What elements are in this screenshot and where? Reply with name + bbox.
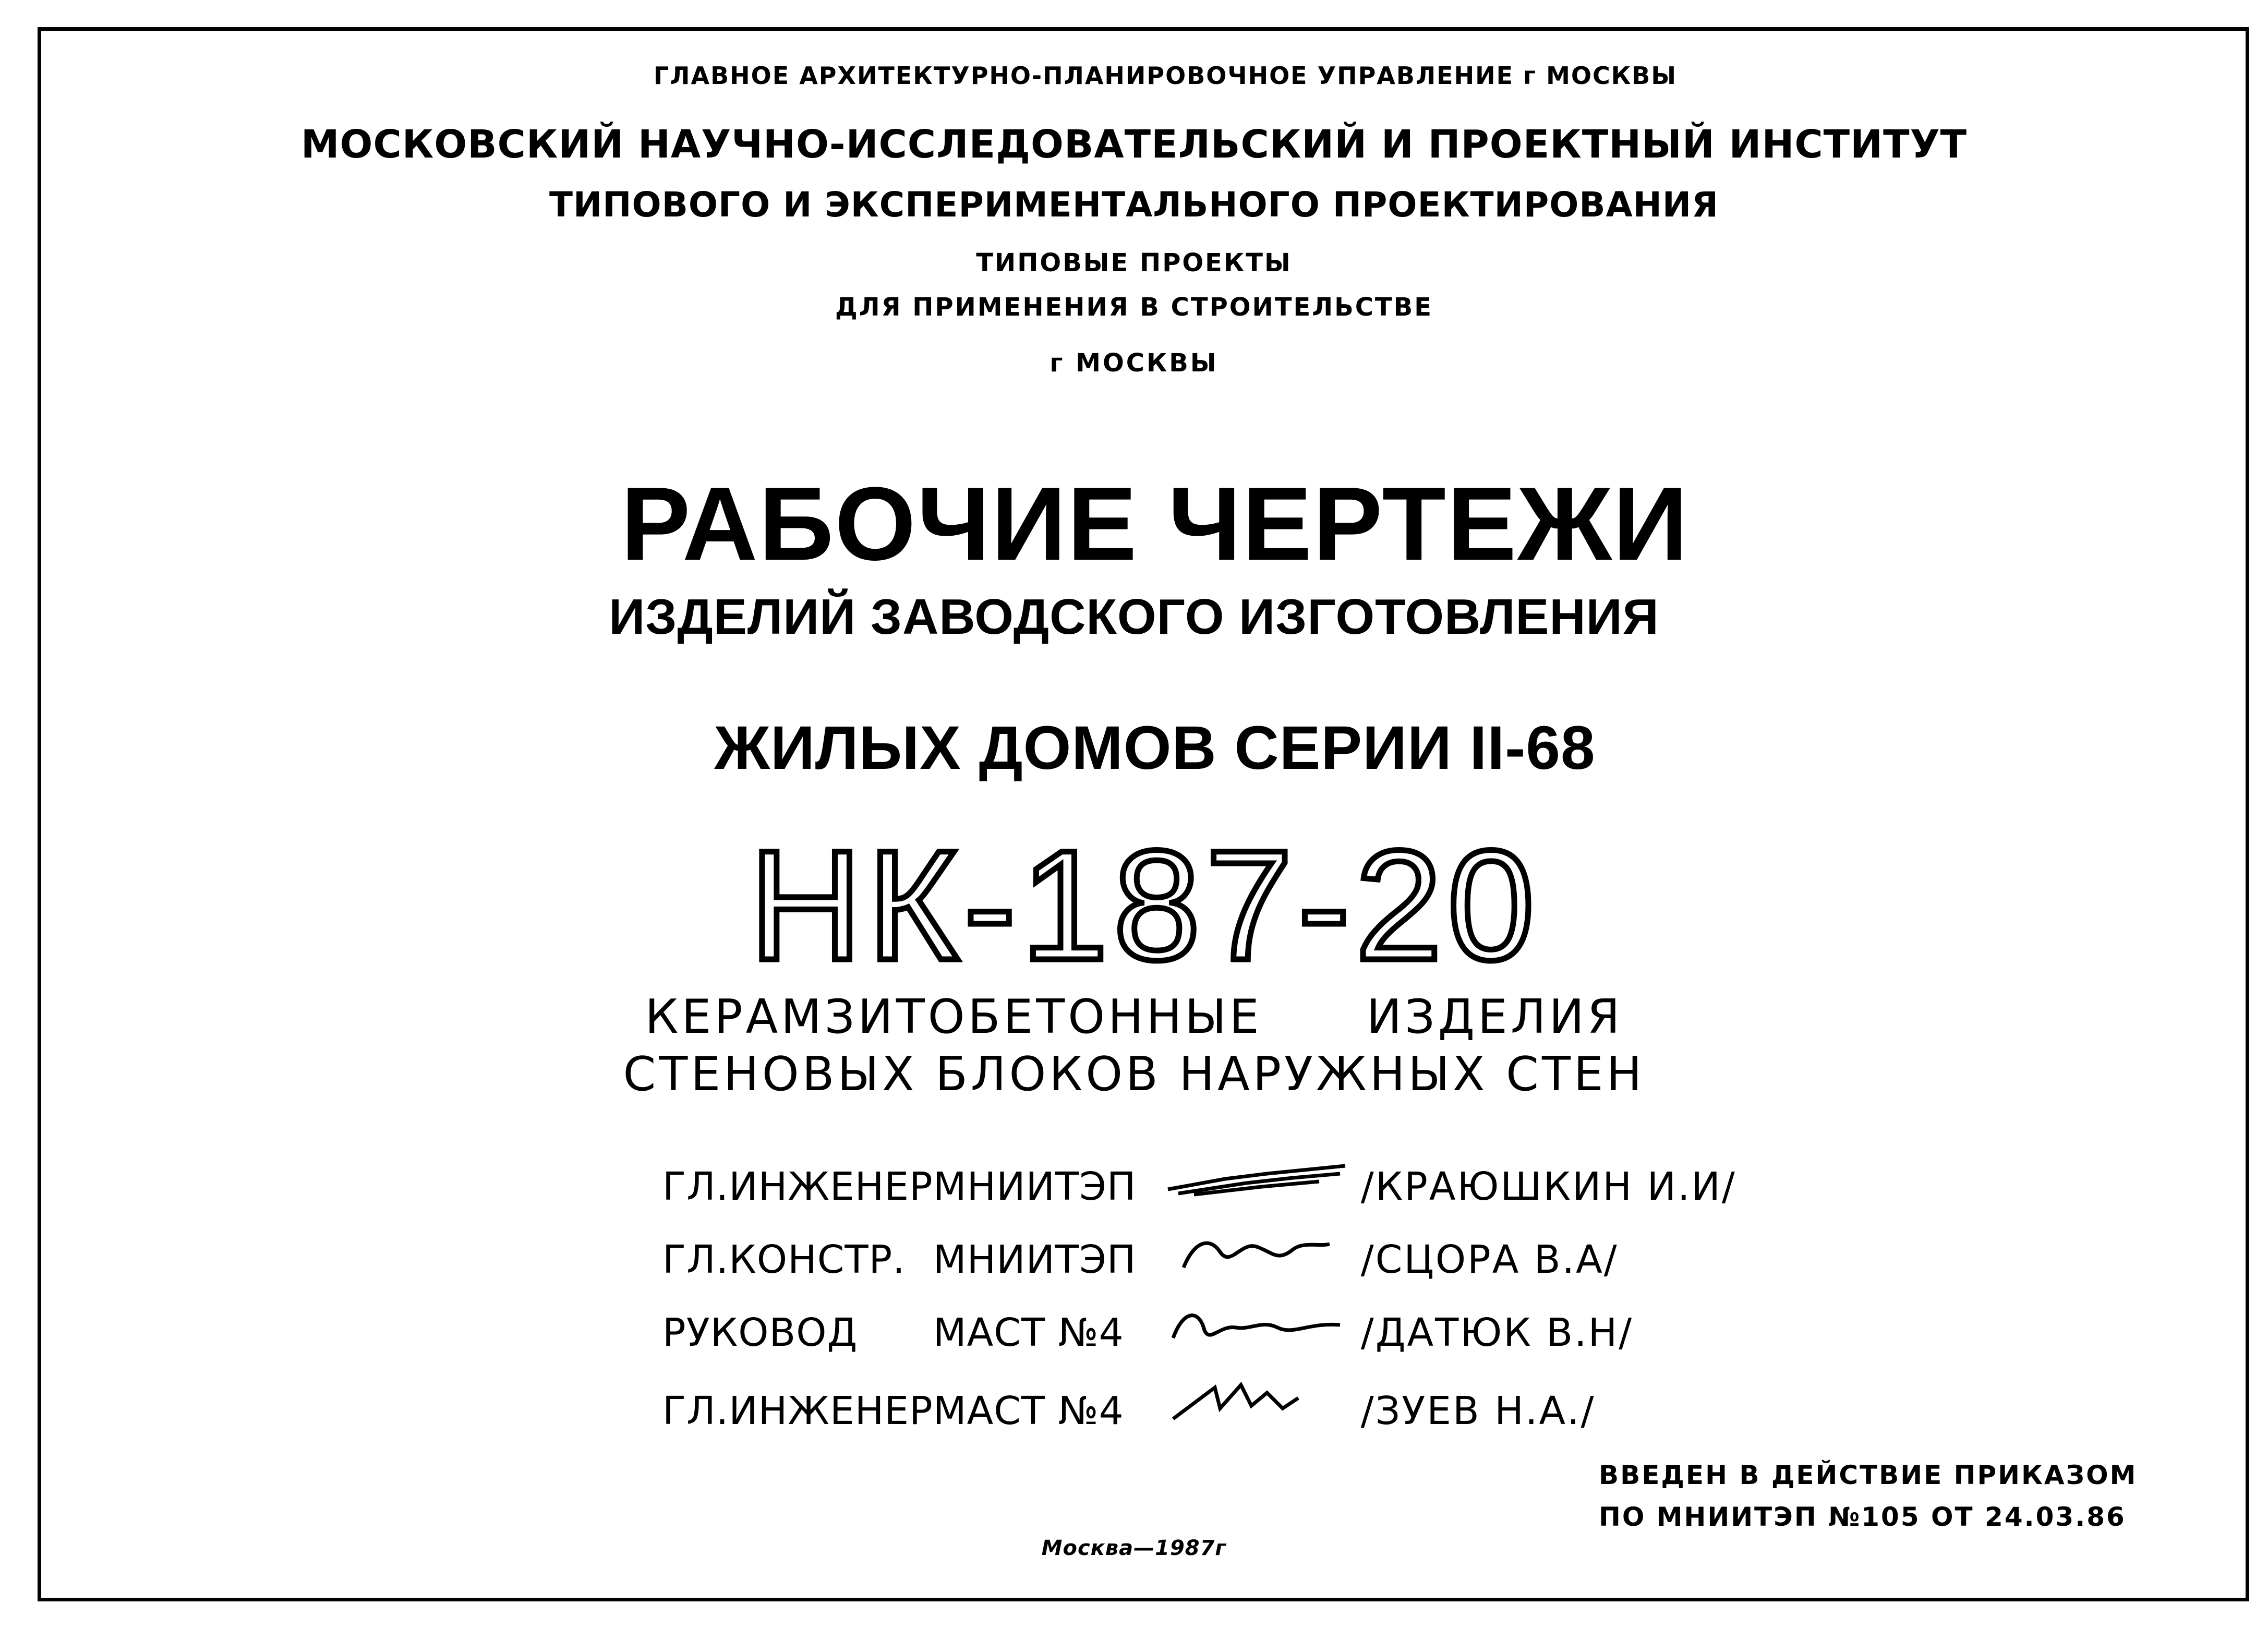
signature-scribble (1163, 1377, 1361, 1455)
signatory-role: ГЛ.ИНЖЕНЕР (662, 1389, 933, 1433)
signatory-role: ГЛ.ИНЖЕНЕР (662, 1164, 933, 1209)
signatory-organization: МАСТ №4 (933, 1389, 1124, 1433)
product-material: КЕРАМЗИТОБЕТОННЫЕ (645, 990, 1262, 1044)
document-subtitle: ИЗДЕЛИЙ ЗАВОДСКОГО ИЗГОТОВЛЕНИЯ (609, 589, 1659, 645)
signatory-name: /ЗУЕВ Н.А./ (1360, 1389, 1596, 1433)
signatory-role: РУКОВОД (662, 1310, 858, 1355)
signatory-role: ГЛ.КОНСТР. (662, 1237, 906, 1282)
product-kind: ИЗДЕЛИЯ (1366, 990, 1623, 1044)
signature-scribble (1163, 1231, 1361, 1304)
document-title: РАБОЧИЕ ЧЕРТЕЖИ (621, 466, 1689, 582)
enactment-order-line-1: ВВЕДЕН В ДЕЙСТВИЕ ПРИКАЗОМ (1599, 1460, 2138, 1490)
signature-scribble (1163, 1304, 1361, 1377)
series-designation: ЖИЛЫХ ДОМОВ СЕРИИ II-68 (714, 714, 1596, 782)
institute-name-line-1: МОСКОВСКИЙ НАУЧНО-ИССЛЕДОВАТЕЛЬСКИЙ И ПРОЕКТНЫЙ ИНСТИТУТ (300, 122, 1968, 167)
signatory-name: /СЦОРА В.А/ (1360, 1237, 1619, 1282)
signatories-table (662, 1158, 1736, 1455)
signatory-row (662, 1231, 1736, 1304)
signatory-name: /КРАЮШКИН И.И/ (1360, 1164, 1736, 1209)
institute-name-line-2: ТИПОВОГО И ЭКСПЕРИМЕНТАЛЬНОГО ПРОЕКТИРОВАНИЯ (549, 185, 1719, 225)
signatory-row (662, 1158, 1736, 1231)
signature-scribble (1163, 1158, 1361, 1231)
signatory-row (662, 1377, 1736, 1455)
enactment-order (1599, 1454, 2137, 1538)
signatory-row (662, 1304, 1736, 1377)
project-type-line-1: ТИПОВЫЕ ПРОЕКТЫ (976, 248, 1292, 278)
project-type-line-2: ДЛЯ ПРИМЕНЕНИЯ В СТРОИТЕЛЬСТВЕ (835, 293, 1433, 322)
signatory-name: /ДАТЮК В.Н/ (1360, 1310, 1634, 1355)
product-code: НК-187-20 (749, 817, 1540, 993)
signatory-organization: МАСТ №4 (933, 1310, 1124, 1355)
issuing-authority: ГЛАВНОЕ АРХИТЕКТУРНО-ПЛАНИРОВОЧНОЕ УПРАВЛЕНИЕ г МОСКВЫ (653, 62, 1678, 90)
enactment-order-line-2: ПО МНИИТЭП №105 ОТ 24.03.86 (1599, 1502, 2126, 1532)
product-description-line-2: СТЕНОВЫХ БЛОКОВ НАРУЖНЫХ СТЕН (623, 1047, 1645, 1102)
product-description-line-1 (0, 990, 2268, 1044)
signatory-organization: МНИИТЭП (933, 1164, 1137, 1209)
signatory-organization: МНИИТЭП (933, 1237, 1137, 1282)
project-type-line-3: г МОСКВЫ (1049, 348, 1219, 378)
place-and-year: Москва—1987г (1041, 1536, 1227, 1560)
